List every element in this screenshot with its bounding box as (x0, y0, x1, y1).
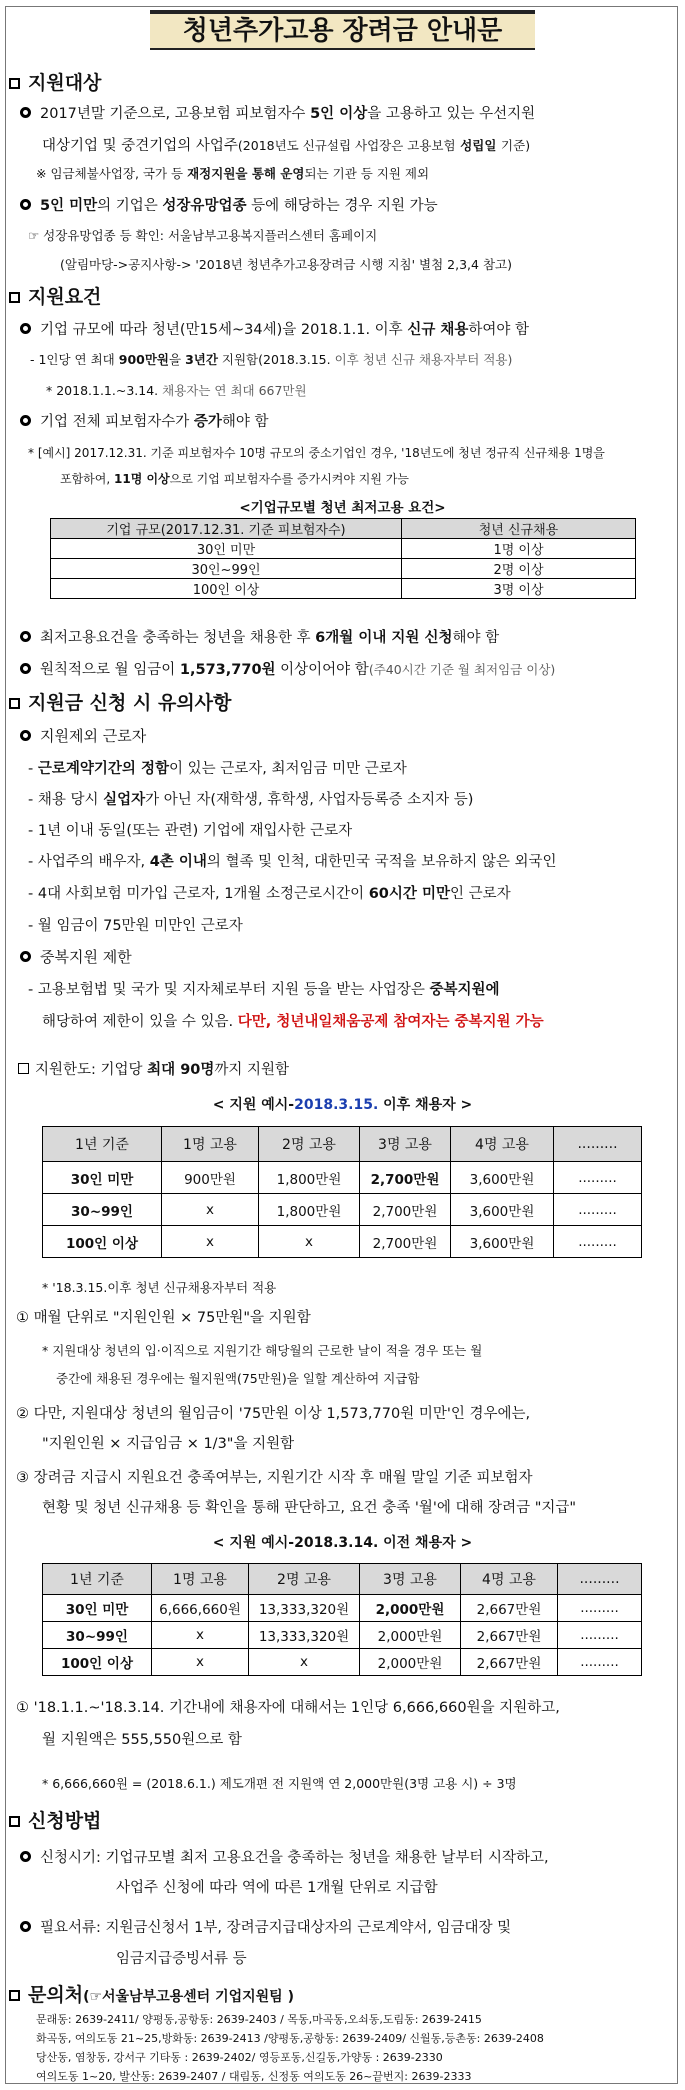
table-cell: 2,000만원 (360, 1622, 461, 1649)
contact-line-1: 문래동: 2639-2411/ 양평동,공항동: 2639-2403 / 목동,마곡동,오쇠동,도림동: 2639-2415 (36, 2013, 482, 2026)
text: 기준) (501, 138, 531, 153)
table-cell: 30인 미만 (51, 539, 402, 559)
text: - (28, 761, 38, 777)
notes-sub-excluded (20, 725, 146, 746)
table-row (43, 1226, 642, 1258)
text: 을 (169, 352, 182, 367)
req-bullet-3 (20, 626, 499, 647)
section-heading-contact (9, 1980, 294, 2007)
text: 까지 지원함 (214, 1062, 290, 1078)
table-row (43, 1162, 642, 1194)
table-cell: 1,800만원 (259, 1162, 360, 1194)
table-cell: x (259, 1226, 360, 1258)
table-cell: ......... (554, 1162, 642, 1194)
contact-line-3: 당산동, 염창동, 강서구 기타동 : 2639-2402/ 영등포동,신길동,가양동 : 2639-2330 (36, 2051, 443, 2064)
contact-line-2: 화곡동, 여의도동 21~25,방화동: 2639-2413 /양평동,공항동: 2639-2409/ 신월동,등촌동: 2639-2408 (36, 2032, 544, 2045)
table-row-header: 30인 미만 (43, 1162, 162, 1194)
text: - 채용 당시 (28, 792, 99, 808)
note-4: ① '18.1.1.~'18.3.14. 기간내에 채용자에 대해서는 1인당 6,666,660원을 지원하고, (16, 1700, 560, 1716)
table-header-cell: 3명 고용 (360, 1127, 451, 1162)
text-bold: 최대 90명 (147, 1062, 215, 1078)
apply-timing (20, 1846, 549, 1867)
table-header-cell: ......... (558, 1564, 642, 1595)
text: - 고용보험법 및 국가 및 지자체로부터 지원 등을 받는 사업장은 (28, 982, 425, 998)
req-detail-1 (30, 350, 512, 368)
text-bold: 신규 채용 (407, 322, 469, 338)
table-cell: 2명 이상 (402, 559, 636, 579)
ring-bullet-icon (20, 199, 31, 210)
text-bold: 60시간 미만 (368, 886, 450, 902)
note-1: ① 매월 단위로 "지원인원 × 75만원"을 지원함 (16, 1310, 311, 1326)
table-cell: x (162, 1194, 259, 1226)
table-cell: 3,600만원 (451, 1194, 554, 1226)
table-cell: 100인 이상 (51, 579, 402, 599)
text: 해당하여 제한이 있을 수 있음. (42, 1014, 234, 1030)
section-heading-text: 신청방법 (28, 1810, 102, 1832)
table-header-row (43, 1564, 642, 1595)
contact-line-4: 여의도동 1~20, 발산동: 2639-2407 / 대림동, 신정동 여의도동 26~끝번지: 2639-2333 (36, 2070, 472, 2083)
ring-bullet-icon (20, 323, 31, 334)
section-heading-text: 지원대상 (28, 72, 102, 94)
table-cell: ......... (558, 1595, 642, 1622)
text: 으로 기업 피보험자수를 증가시켜야 지원 가능 (169, 472, 409, 486)
table-header-cell: 1명 고용 (152, 1564, 249, 1595)
text-bold: 실업자 (103, 792, 146, 808)
table-cell: 2,700만원 (360, 1226, 451, 1258)
table-header-cell: 1년 기준 (43, 1564, 152, 1595)
table-cell: 30인~99인 (51, 559, 402, 579)
table-after-note: * '18.3.15.이후 청년 신규채용자부터 적용 (42, 1280, 277, 1295)
target-bullet-1-cont (42, 134, 530, 155)
table-cell: 3,600만원 (451, 1162, 554, 1194)
text: 되는 기관 등 지원 제외 (304, 166, 430, 181)
text: 이상이어야 함 (280, 662, 369, 678)
table-cell: 2,667만원 (461, 1595, 558, 1622)
note-1-detail-b: 중간에 채용된 경우에는 월지원액(75만원)을 일할 계산하여 지급함 (56, 1371, 420, 1386)
text: 필요서류: 지원금신청서 1부, 장려금지급대상자의 근로계약서, 임금대장 및 (40, 1920, 512, 1936)
text: 신청시기: 기업규모별 최저 고용요건을 충족하는 청년을 채용한 날부터 시작하고, (40, 1850, 549, 1866)
section-heading-apply (9, 1806, 101, 1833)
min-hiring-table (50, 518, 636, 599)
text: 의 기업은 (97, 198, 158, 214)
section-heading-text: 문의처 (28, 1984, 84, 2006)
text: 이 있는 근로자, 최저임금 미만 근로자 (168, 761, 407, 777)
text-bold: 재정지원을 통해 운영 (187, 166, 305, 181)
text: 의 혈족 및 인척, 대한민국 국적을 보유하지 않은 외국인 (206, 854, 557, 870)
example-table-after (42, 1126, 642, 1258)
page-title: 청년추가고용 장려금 안내문 (150, 10, 535, 50)
table-header-cell: 2명 고용 (259, 1127, 360, 1162)
text: 지원한도: 기업당 (35, 1062, 143, 1078)
table-header-cell: 2명 고용 (249, 1564, 360, 1595)
text-bold: 5인 이상 (310, 106, 368, 122)
target-note-3: (알림마당->공지사항-> '2018년 청년추가고용장려금 시행 지침' 별첨 2,3,4 참고) (60, 257, 512, 272)
excluded-item-4 (28, 850, 557, 871)
note-1-detail-a: * 지원대상 청년의 입·이직으로 지원기간 해당월의 근로한 날이 적을 경우 또는 월 (42, 1343, 483, 1358)
apply-timing-cont: 사업주 신청에 따라 역에 따른 1개월 단위로 지급함 (116, 1880, 438, 1896)
table-title-min-hiring: <기업규모별 청년 최저고용 요건> (239, 500, 446, 516)
table-cell: 2,700만원 (360, 1162, 451, 1194)
table-row-header: 30인 미만 (43, 1595, 152, 1622)
table-header-cell: 1명 고용 (162, 1127, 259, 1162)
table-row (43, 1595, 642, 1622)
req-bullet-1 (20, 318, 529, 339)
text: (2018년도 신규설립 사업장은 고용보험 (237, 138, 456, 153)
text-bold: 근로계약기간의 정함 (37, 761, 169, 777)
table-cell: 2,000만원 (360, 1595, 461, 1622)
text: 지원제외 근로자 (40, 727, 147, 745)
example-title-before: < 지원 예시-2018.3.14. 이전 채용자 > (212, 1535, 473, 1551)
table-header-cell: 기업 규모(2017.12.31. 기준 피보험자수) (51, 519, 402, 539)
section-heading-text: 지원요건 (28, 286, 102, 308)
text: - 1인당 연 최대 (30, 352, 115, 367)
square-bullet-icon (9, 1990, 20, 2001)
text-bold: 6개월 이내 지원 신청 (315, 630, 453, 646)
square-bullet-icon (9, 292, 20, 303)
text: 기업 규모에 따라 청년(만15세~34세)을 2018.1.1. 이후 (40, 322, 403, 338)
ring-bullet-icon (20, 663, 31, 674)
table-row-header: 30~99인 (43, 1194, 162, 1226)
text-bold: 성립일 (460, 138, 497, 153)
table-cell: 1명 이상 (402, 539, 636, 559)
text-red: 다만, 청년내일채움공제 참여자는 중복지원 가능 (237, 1014, 544, 1030)
ring-bullet-icon (20, 1921, 31, 1932)
table-cell: ......... (558, 1622, 642, 1649)
excluded-item-2 (28, 788, 473, 809)
section-heading-notes (9, 688, 231, 715)
example-title-after (0, 1094, 685, 1114)
notes-sub-duplicate (20, 946, 132, 967)
table-cell: 1,800만원 (259, 1194, 360, 1226)
table-row (43, 1649, 642, 1676)
section-heading-text: 지원금 신청 시 유의사항 (28, 692, 232, 714)
table-header-cell: 청년 신규채용 (402, 519, 636, 539)
req-example-1: * [예시] 2017.12.31. 기준 피보험자수 10명 규모의 중소기업인 경우, '18년도에 청년 정규직 신규채용 1명을 (28, 446, 605, 460)
excluded-item-5 (28, 882, 511, 903)
text-bold: 5인 미만 (40, 198, 98, 214)
ring-bullet-icon (20, 1851, 31, 1862)
apply-documents-cont: 임금지급증빙서류 등 (116, 1951, 247, 1967)
text-bold: 4촌 이내 (149, 854, 207, 870)
text: - 4대 사회보험 미가입 근로자, 1개월 소정근로시간이 (28, 886, 365, 902)
text-bold: 11명 이상 (114, 472, 170, 486)
note-4-cont: 월 지원액은 555,550원으로 함 (42, 1732, 242, 1748)
target-note-2: ☞ 성장유망업종 등 확인: 서울남부고용복지플러스센터 홈페이지 (28, 228, 378, 243)
text: ※ 임금체불사업장, 국가 등 (36, 166, 184, 181)
table-cell: 2,667만원 (461, 1622, 558, 1649)
text: 포함하여, (60, 472, 111, 486)
text-bold: 900만원 (118, 352, 169, 367)
table-cell: x (249, 1649, 360, 1676)
text: 중복지원 제한 (40, 948, 132, 966)
table-cell: ......... (554, 1226, 642, 1258)
req-bullet-4 (20, 658, 555, 679)
table-row-header: 30~99인 (43, 1622, 152, 1649)
table-cell: 3,600만원 (451, 1226, 554, 1258)
table-cell: 900만원 (162, 1162, 259, 1194)
table-header-cell: 4명 고용 (461, 1564, 558, 1595)
text: 을 고용하고 있는 우선지원 (367, 106, 536, 122)
contact-center-name: (☞서울남부고용센터 기업지원팀 ) (83, 1989, 294, 2005)
note-2-cont: "지원인원 × 지급임금 × 1/3"을 지원함 (42, 1436, 295, 1452)
text-blue: 2018.3.15. (294, 1097, 379, 1113)
text-bold: 증가 (193, 414, 222, 430)
table-row (51, 579, 636, 599)
text: * 2018.1.1.~3.14. (46, 383, 159, 398)
text: 등에 해당하는 경우 지원 가능 (251, 198, 438, 214)
note-3: ③ 장려금 지급시 지원요건 충족여부는, 지원기간 시작 후 매월 말일 기준 피보험자 (16, 1470, 533, 1486)
excluded-item-6: - 월 임금이 75만원 미만인 근로자 (28, 918, 243, 934)
checkbox-square-icon (18, 1063, 29, 1074)
table-cell: 13,333,320원 (249, 1595, 360, 1622)
table-cell: ......... (554, 1194, 642, 1226)
text: - 사업주의 배우자, (28, 854, 146, 870)
table-row (51, 539, 636, 559)
table-cell: 2,000만원 (360, 1649, 461, 1676)
ring-bullet-icon (20, 107, 31, 118)
table-header-cell: 1년 기준 (43, 1127, 162, 1162)
text: 인 근로자 (449, 886, 511, 902)
text: < 지원 예시- (212, 1097, 295, 1113)
table-header-cell: 4명 고용 (451, 1127, 554, 1162)
target-bullet-2 (20, 194, 438, 215)
table-cell: 2,667만원 (461, 1649, 558, 1676)
req-detail-2 (46, 381, 307, 399)
excluded-item-1 (28, 757, 407, 778)
table-header-cell: ......... (554, 1127, 642, 1162)
text: 채용자는 연 최대 667만원 (162, 383, 307, 398)
text: 기업 전체 피보험자수가 (40, 414, 190, 430)
note-5: * 6,666,660원 = (2018.6.1.) 제도개편 전 지원액 연 2,000만원(3명 고용 시) ÷ 3명 (42, 1776, 517, 1791)
ring-bullet-icon (20, 951, 31, 962)
text-bold: 3년간 (185, 352, 218, 367)
note-2: ② 다만, 지원대상 청년의 월임금이 '75만원 이상 1,573,770원 미만'인 경우에는, (16, 1406, 531, 1422)
ring-bullet-icon (20, 631, 31, 642)
excluded-item-3: - 1년 이내 동일(또는 관련) 기업에 재입사한 근로자 (28, 823, 353, 839)
table-row-header: 100인 이상 (43, 1649, 152, 1676)
text: 2017년말 기준으로, 고용보험 피보험자수 (40, 106, 306, 122)
section-heading-target (9, 68, 101, 95)
square-bullet-icon (9, 698, 20, 709)
text-bold: 1,573,770원 (179, 662, 276, 678)
table-cell: 6,666,660원 (152, 1595, 249, 1622)
table-cell: 3명 이상 (402, 579, 636, 599)
table-cell: x (152, 1622, 249, 1649)
text: (주40시간 기준 월 최저임금 이상) (368, 662, 556, 677)
text: 해야 함 (452, 630, 500, 646)
text: 대상기업 및 중견기업의 사업주 (42, 138, 238, 154)
note-3-cont: 현황 및 청년 신규채용 등 확인을 통해 판단하고, 요건 충족 '월'에 대해 장려금 "지급" (42, 1500, 577, 1516)
square-bullet-icon (9, 78, 20, 89)
table-header-cell: 3명 고용 (360, 1564, 461, 1595)
table-row (51, 559, 636, 579)
req-bullet-2 (20, 410, 269, 431)
example-table-before (42, 1563, 642, 1676)
table-row (43, 1194, 642, 1226)
text: 이후 채용자 > (383, 1097, 473, 1113)
table-header-row (51, 519, 636, 539)
table-cell: 13,333,320원 (249, 1622, 360, 1649)
target-note-1 (36, 164, 429, 182)
text: 해야 함 (221, 414, 269, 430)
table-header-row (43, 1127, 642, 1162)
req-example-2 (60, 470, 409, 487)
ring-bullet-icon (20, 730, 31, 741)
table-cell: ......... (558, 1649, 642, 1676)
table-cell: 2,700만원 (360, 1194, 451, 1226)
text: 지원함(2018.3.15. (221, 352, 331, 367)
text-bold: 성장유망업종 (162, 198, 247, 214)
text: 최저고용요건을 충족하는 청년을 채용한 후 (40, 630, 311, 646)
text: 가 아닌 자(재학생, 휴학생, 사업자등록증 소지자 등) (145, 792, 474, 808)
target-bullet-1 (20, 102, 535, 123)
table-cell: x (162, 1226, 259, 1258)
text: 이후 청년 신규 채용자부터 적용) (334, 352, 513, 367)
apply-documents (20, 1916, 511, 1937)
duplicate-line-1 (28, 978, 500, 999)
text: 원칙적으로 월 임금이 (40, 662, 176, 678)
table-cell: x (152, 1649, 249, 1676)
support-limit (18, 1058, 289, 1079)
section-heading-requirements (9, 282, 101, 309)
table-row (43, 1622, 642, 1649)
text-bold: 중복지원에 (429, 982, 500, 998)
square-bullet-icon (9, 1816, 20, 1827)
ring-bullet-icon (20, 415, 31, 426)
duplicate-line-2 (42, 1010, 544, 1031)
table-row-header: 100인 이상 (43, 1226, 162, 1258)
text: 하여야 함 (468, 322, 530, 338)
